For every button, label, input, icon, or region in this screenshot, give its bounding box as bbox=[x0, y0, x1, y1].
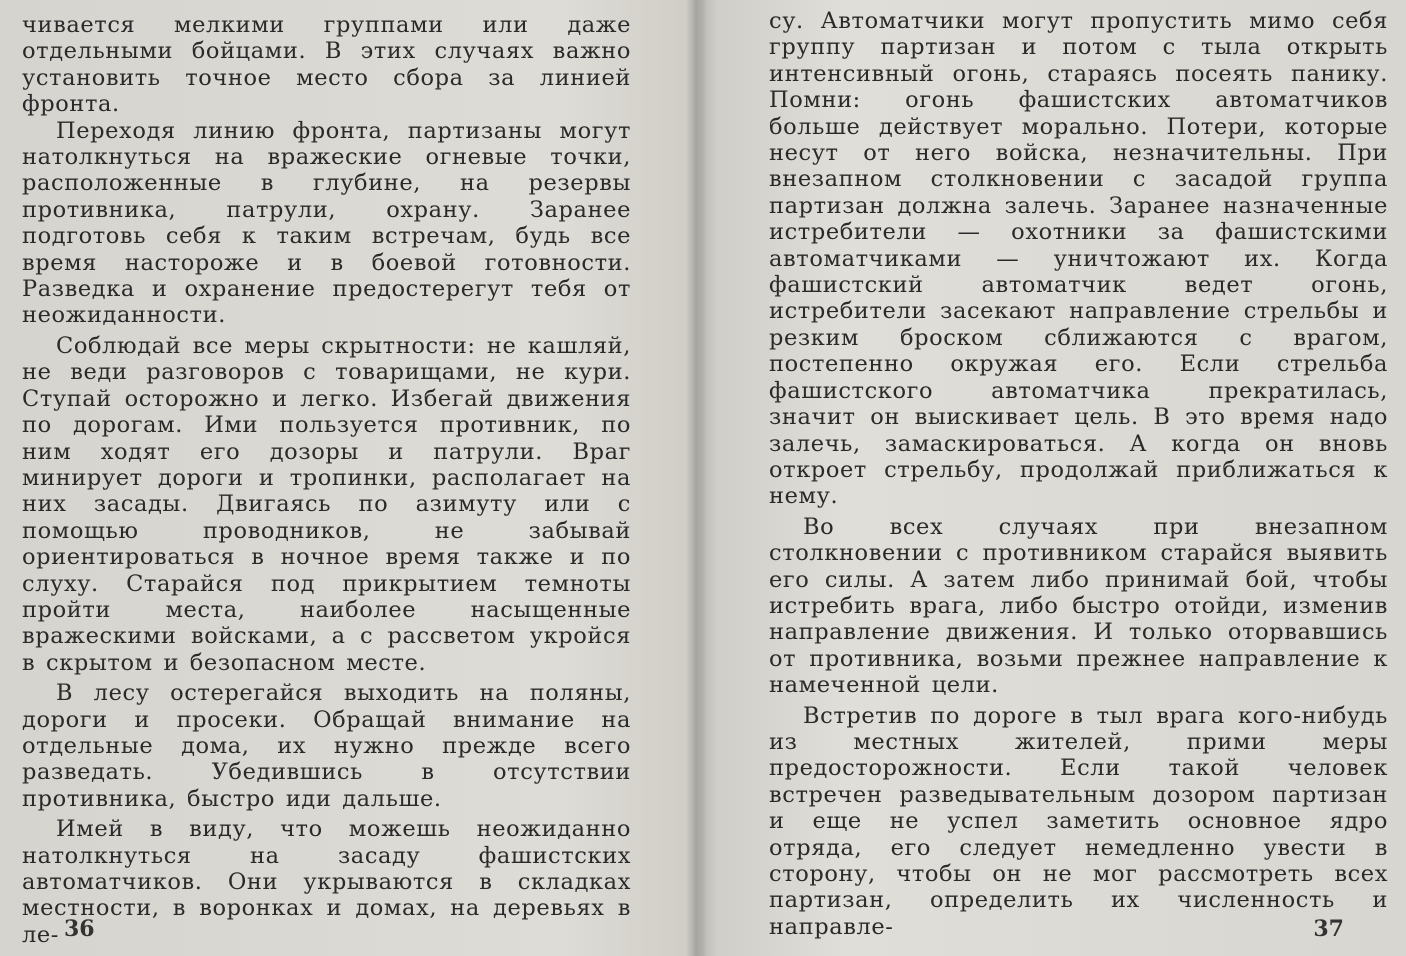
left-paragraph-2: Переходя линию фронта, партизаны могут натолкнуться на вражеские огневые точки, расположенные в глубине, на резервы противника, патрули, охрану. Заранее подготовь себя к таким встречам, будь все время настороже и в боевой готовности. Разведка и охранение предостерегут тебя от неожиданности. bbox=[22, 117, 631, 329]
left-paragraph-4: В лесу остерегайся выходить на поляны, дороги и просеки. Обращай внимание на отдельные дома, их нужно прежде всего разведать. Убедившись в отсутствии противника, быстро иди дальше. bbox=[22, 680, 631, 812]
right-paragraph-3: Встретив по дороге в тыл врага кого-нибудь из местных жителей, прими меры предосторожности. Если такой человек встречен разведывательным дозором партизан и еще не успел заметить основное ядро отряда, его следует немедленно увести в сторону, чтобы он не мог рассмотреть всех партизан, определить их численность и направле- bbox=[769, 702, 1388, 940]
page-number-right: 37 bbox=[1313, 916, 1344, 942]
right-paragraph-1: су. Автоматчики могут пропустить мимо себя группу партизан и потом с тыла открыть интенсивный огонь, стараясь посеять панику. Помни: огонь фашистских автоматчиков больше действует морально. Потери, которые несут от него войска, незначительны. При внезапном столкновении с засадой группа партизан должна залечь. Заранее назначенные истребители — охотники за фашистскими автоматчиками — уничтожают их. Когда фашистский автоматчик ведет огонь, истребители засекают направление стрельбы и резким броском сближаются с врагом, постепенно окружая его. Если стрельба фашистского автоматчика прекратилась, значит он выискивает цель. В это время надо залечь, замаскироваться. А когда он вновь откроет стрельбу, продолжай приближаться к нему. bbox=[769, 8, 1388, 510]
left-paragraph-3: Соблюдай все меры скрытности: не кашляй, не веди разговоров с товарищами, не кури. Ступай осторожно и легко. Избегай движения по дорогам. Ими пользуется противник, по ним ходят его дозоры и патрули. Враг минирует дороги и тропинки, располагает на них засады. Двигаясь по азимуту или с помощью проводников, не забывай ориентироваться в ночное время также и по слуху. Старайся под прикрытием темноты пройти места, наиболее насыщенные вражескими войсками, а с рассветом укройся в скрытом и безопасном месте. bbox=[22, 332, 631, 676]
left-paragraph-1: чивается мелкими группами или даже отдельными бойцами. В этих случаях важно установить точное место сбора за линией фронта. bbox=[22, 12, 631, 118]
left-page bbox=[0, 0, 693, 956]
left-paragraph-5: Имей в виду, что можешь неожиданно натолкнуться на засаду фашистских автоматчиков. Они укрываются в складках местности, в воронках и домах, на деревьях в ле- bbox=[22, 816, 631, 948]
right-page bbox=[693, 0, 1406, 956]
right-paragraph-2: Во всех случаях при внезапном столкновении с противником старайся выявить его силы. А затем либо принимай бой, чтобы истребить врага, либо быстро отойди, изменив направление движения. И только оторвавшись от противника, возьми прежнее направление к намеченной цели. bbox=[769, 513, 1388, 699]
page-number-left: 36 bbox=[64, 916, 95, 942]
